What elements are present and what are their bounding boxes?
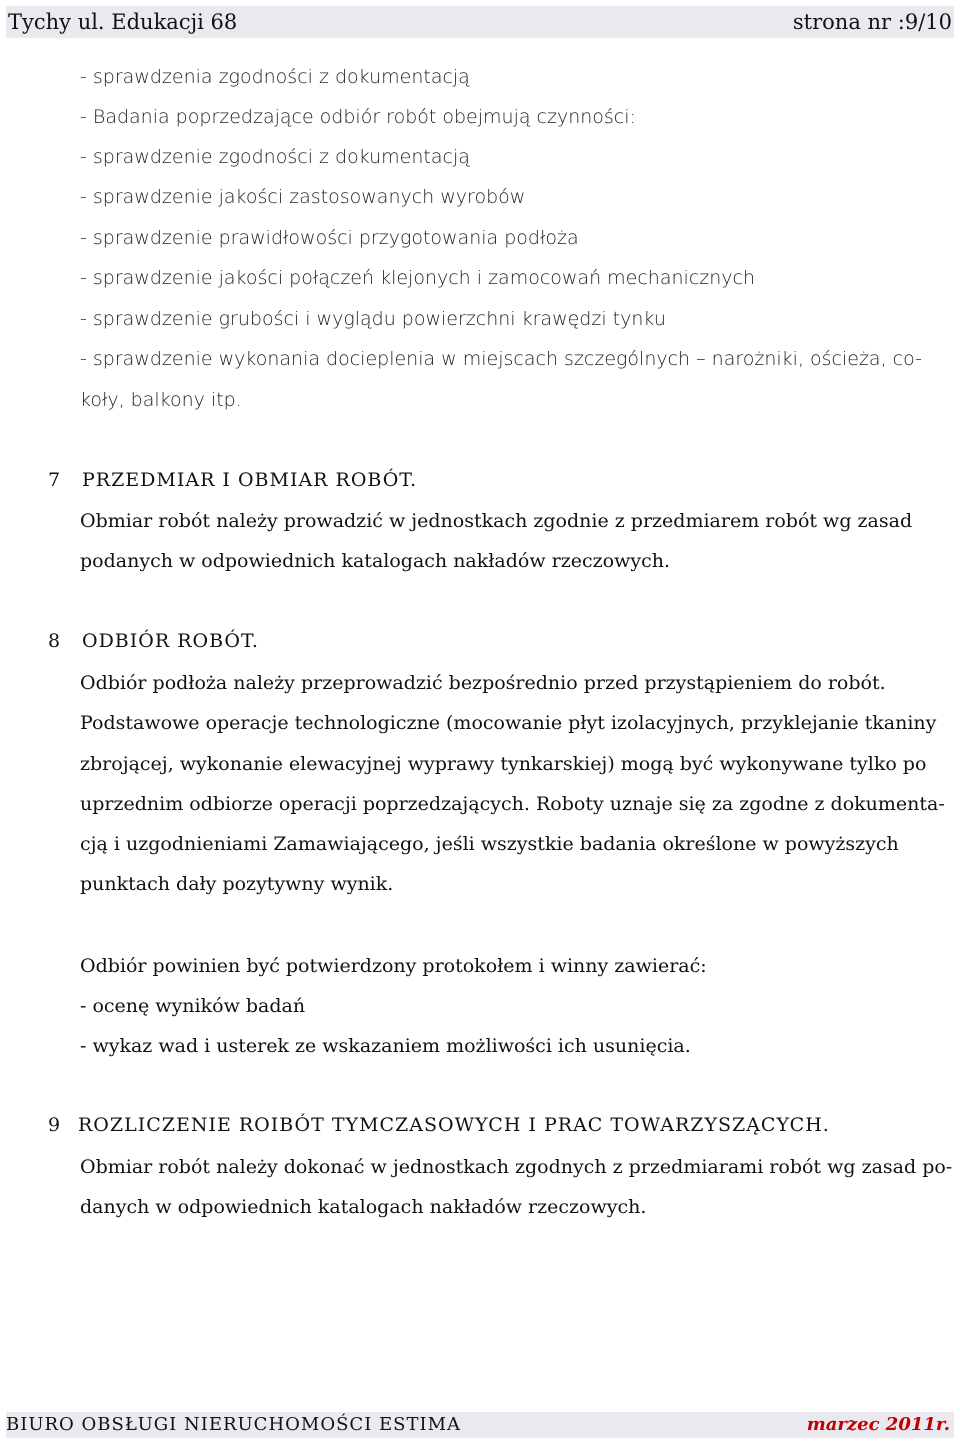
list-item: - Badania poprzedzające odbiór robót obejmują czynności: [80,106,636,128]
section-number: 7 [48,469,62,491]
paragraph-line: danych w odpowiednich katalogach nakładów rzeczowych. [80,1196,647,1218]
header-address: Tychy ul. Edukacji 68 [8,10,238,34]
paragraph-line: punktach dały pozytywny wynik. [80,873,394,895]
paragraph-line: podanych w odpowiednich katalogach nakładów rzeczowych. [80,550,671,572]
section-7-heading [48,469,417,491]
list-item: - wykaz wad i usterek ze wskazaniem możliwości ich usunięcia. [80,1035,691,1057]
section-8-heading [48,630,259,652]
section-number: 9 [48,1114,62,1136]
list-item: - sprawdzenie jakości zastosowanych wyrobów [80,186,526,208]
section-title: ODBIÓR ROBÓT. [82,630,259,652]
list-item: - sprawdzenie grubości i wyglądu powierzchni krawędzi tynku [80,308,666,330]
list-item: - sprawdzenie wykonania docieplenia w miejscach szczególnych – narożniki, ościeża, co- [80,348,922,370]
footer-date: marzec 2011r. [806,1414,950,1435]
list-item: koły, balkony itp. [80,389,242,411]
paragraph-line: Odbiór podłoża należy przeprowadzić bezpośrednio przed przystąpieniem do robót. [80,672,886,694]
paragraph-line: cją i uzgodnieniami Zamawiającego, jeśli wszystkie badania określone w powyższych [80,833,899,855]
section-number: 8 [48,630,62,652]
list-item: - sprawdzenia zgodności z dokumentacją [80,66,470,88]
section-title: PRZEDMIAR I OBMIAR ROBÓT. [82,469,418,491]
header-page-number: strona nr :9/10 [792,10,952,34]
paragraph-line: Obmiar robót należy dokonać w jednostkach zgodnych z przedmiarami robót wg zasad po- [80,1156,953,1178]
section-title: ROZLICZENIE ROIBÓT TYMCZASOWYCH I PRAC TOWARZYSZĄCYCH. [78,1114,830,1136]
section-9-heading [48,1114,830,1136]
page-footer [6,1412,954,1438]
list-item: - sprawdzenie prawidłowości przygotowania podłoża [80,227,579,249]
paragraph-line: Obmiar robót należy prowadzić w jednostkach zgodnie z przedmiarem robót wg zasad [80,510,913,532]
paragraph-line: zbrojącej, wykonanie elewacyjnej wyprawy tynkarskiej) mogą być wykonywane tylko po [80,753,927,775]
paragraph-line: Podstawowe operacje technologiczne (mocowanie płyt izolacyjnych, przyklejanie tkaniny [80,712,937,734]
list-item: - sprawdzenie zgodności z dokumentacją [80,146,470,168]
page-header [6,6,954,38]
paragraph-line: uprzednim odbiorze operacji poprzedzających. Roboty uznaje się za zgodne z dokumenta- [80,793,945,815]
footer-company: BIURO OBSŁUGI NIERUCHOMOŚCI ESTIMA [6,1414,462,1435]
list-item: - sprawdzenie jakości połączeń klejonych i zamocowań mechanicznych [80,267,756,289]
list-item: - ocenę wyników badań [80,995,306,1017]
paragraph-line: Odbiór powinien być potwierdzony protokołem i winny zawierać: [80,955,707,977]
